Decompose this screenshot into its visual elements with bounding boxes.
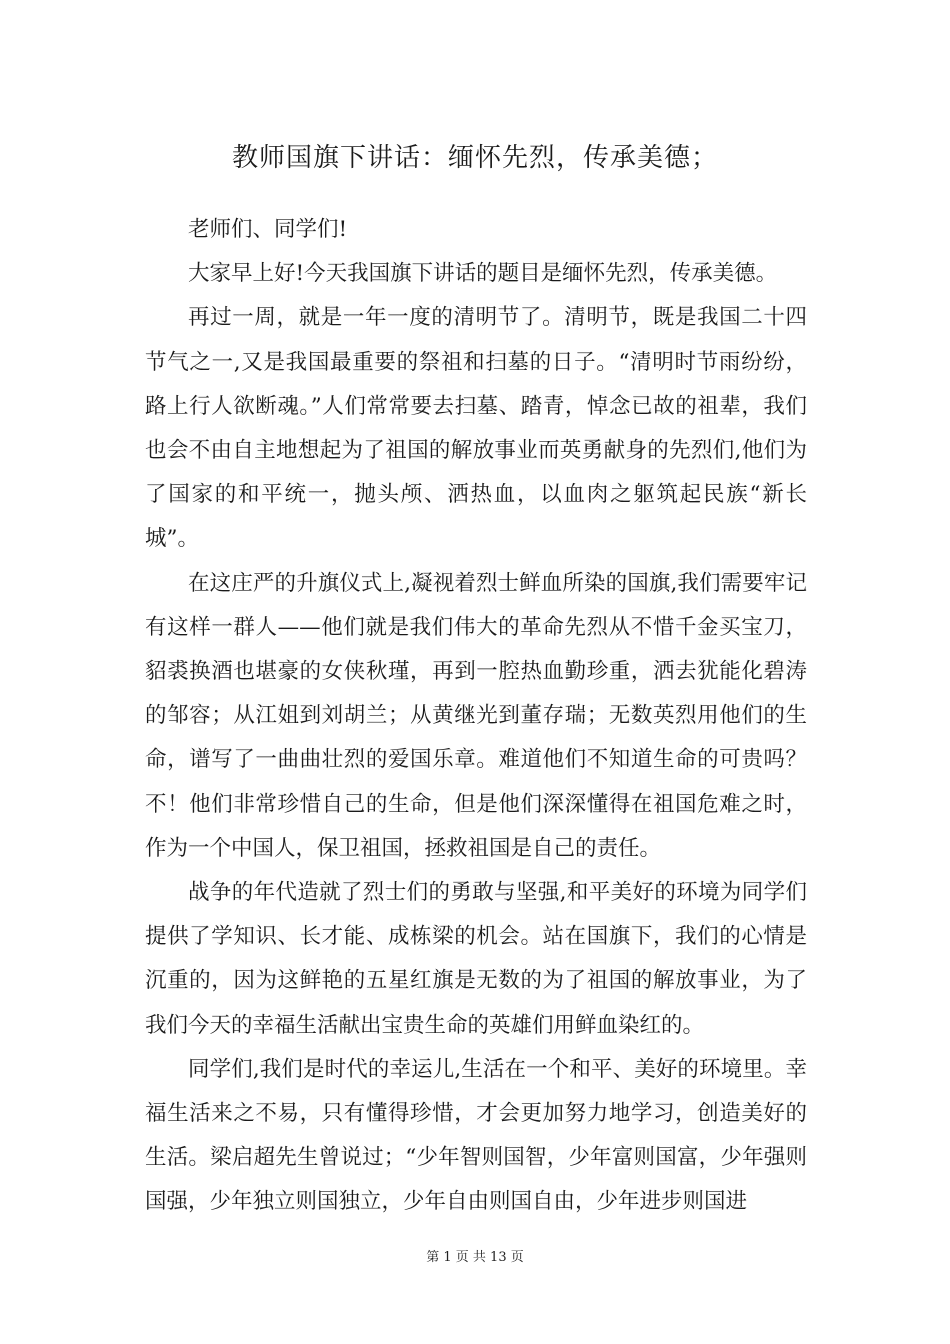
paragraph-students: 同学们,我们是时代的幸运儿,生活在一个和平、美好的环境里。幸福生活来之不易，只有懂得珍惜，才会更加努力地学习，创造美好的生活。梁启超先生曾说过；“少年智则国智，少年富则国富，少年强则国强，少年独立则国独立，少年自由则国自由，少年进步则国进 <box>145 1056 807 1215</box>
paragraph-qingming: 再过一周，就是一年一度的清明节了。清明节，既是我国二十四节气之一,又是我国最重要的祭祖和扫墓的日子。“清明时节雨纷纷，路上行人欲断魂。”人们常常要去扫墓、踏青，悼念已故的祖辈，我们也会不由自主地想起为了祖国的解放事业而英勇献身的先烈们,他们为了国家的和平统一，抛头颅、洒热血，以血肉之躯筑起民族“新长城”。 <box>145 305 807 552</box>
paragraph-war-era: 战争的年代造就了烈士们的勇敢与坚强,和平美好的环境为同学们提供了学知识、长才能、成栋梁的机会。站在国旗下，我们的心情是沉重的，因为这鲜艳的五星红旗是无数的为了祖国的解放事业，为了我们今天的幸福生活献出宝贵生命的英雄们用鲜血染红的。 <box>145 880 807 1038</box>
document-body <box>145 208 807 1225</box>
paragraph-opening: 大家早上好!今天我国旗下讲话的题目是缅怀先烈，传承美德。 <box>188 261 778 287</box>
paragraph-greeting: 老师们、同学们! <box>188 217 348 242</box>
page-number-footer: 第 1 页 共 13 页 <box>426 1250 524 1265</box>
document-title: 教师国旗下讲话：缅怀先烈，传承美德； <box>231 143 718 173</box>
paragraph-martyrs: 在这庄严的升旗仪式上,凝视着烈士鲜血所染的国旗,我们需要牢记有这样一群人——他们就是我们伟大的革命先烈从不惜千金买宝刀，貂裘换酒也堪豪的女侠秋瑾，再到一腔热血勤珍重，洒去犹能化碧涛的邹容；从江姐到刘胡兰；从黄继光到董存瑞；无数英烈用他们的生命，谱写了一曲曲壮烈的爱国乐章。难道他们不知道生命的可贵吗？不！他们非常珍惜自己的生命，但是他们深深懂得在祖国危难之时，作为一个中国人，保卫祖国，拯救祖国是自己的责任。 <box>145 570 807 861</box>
